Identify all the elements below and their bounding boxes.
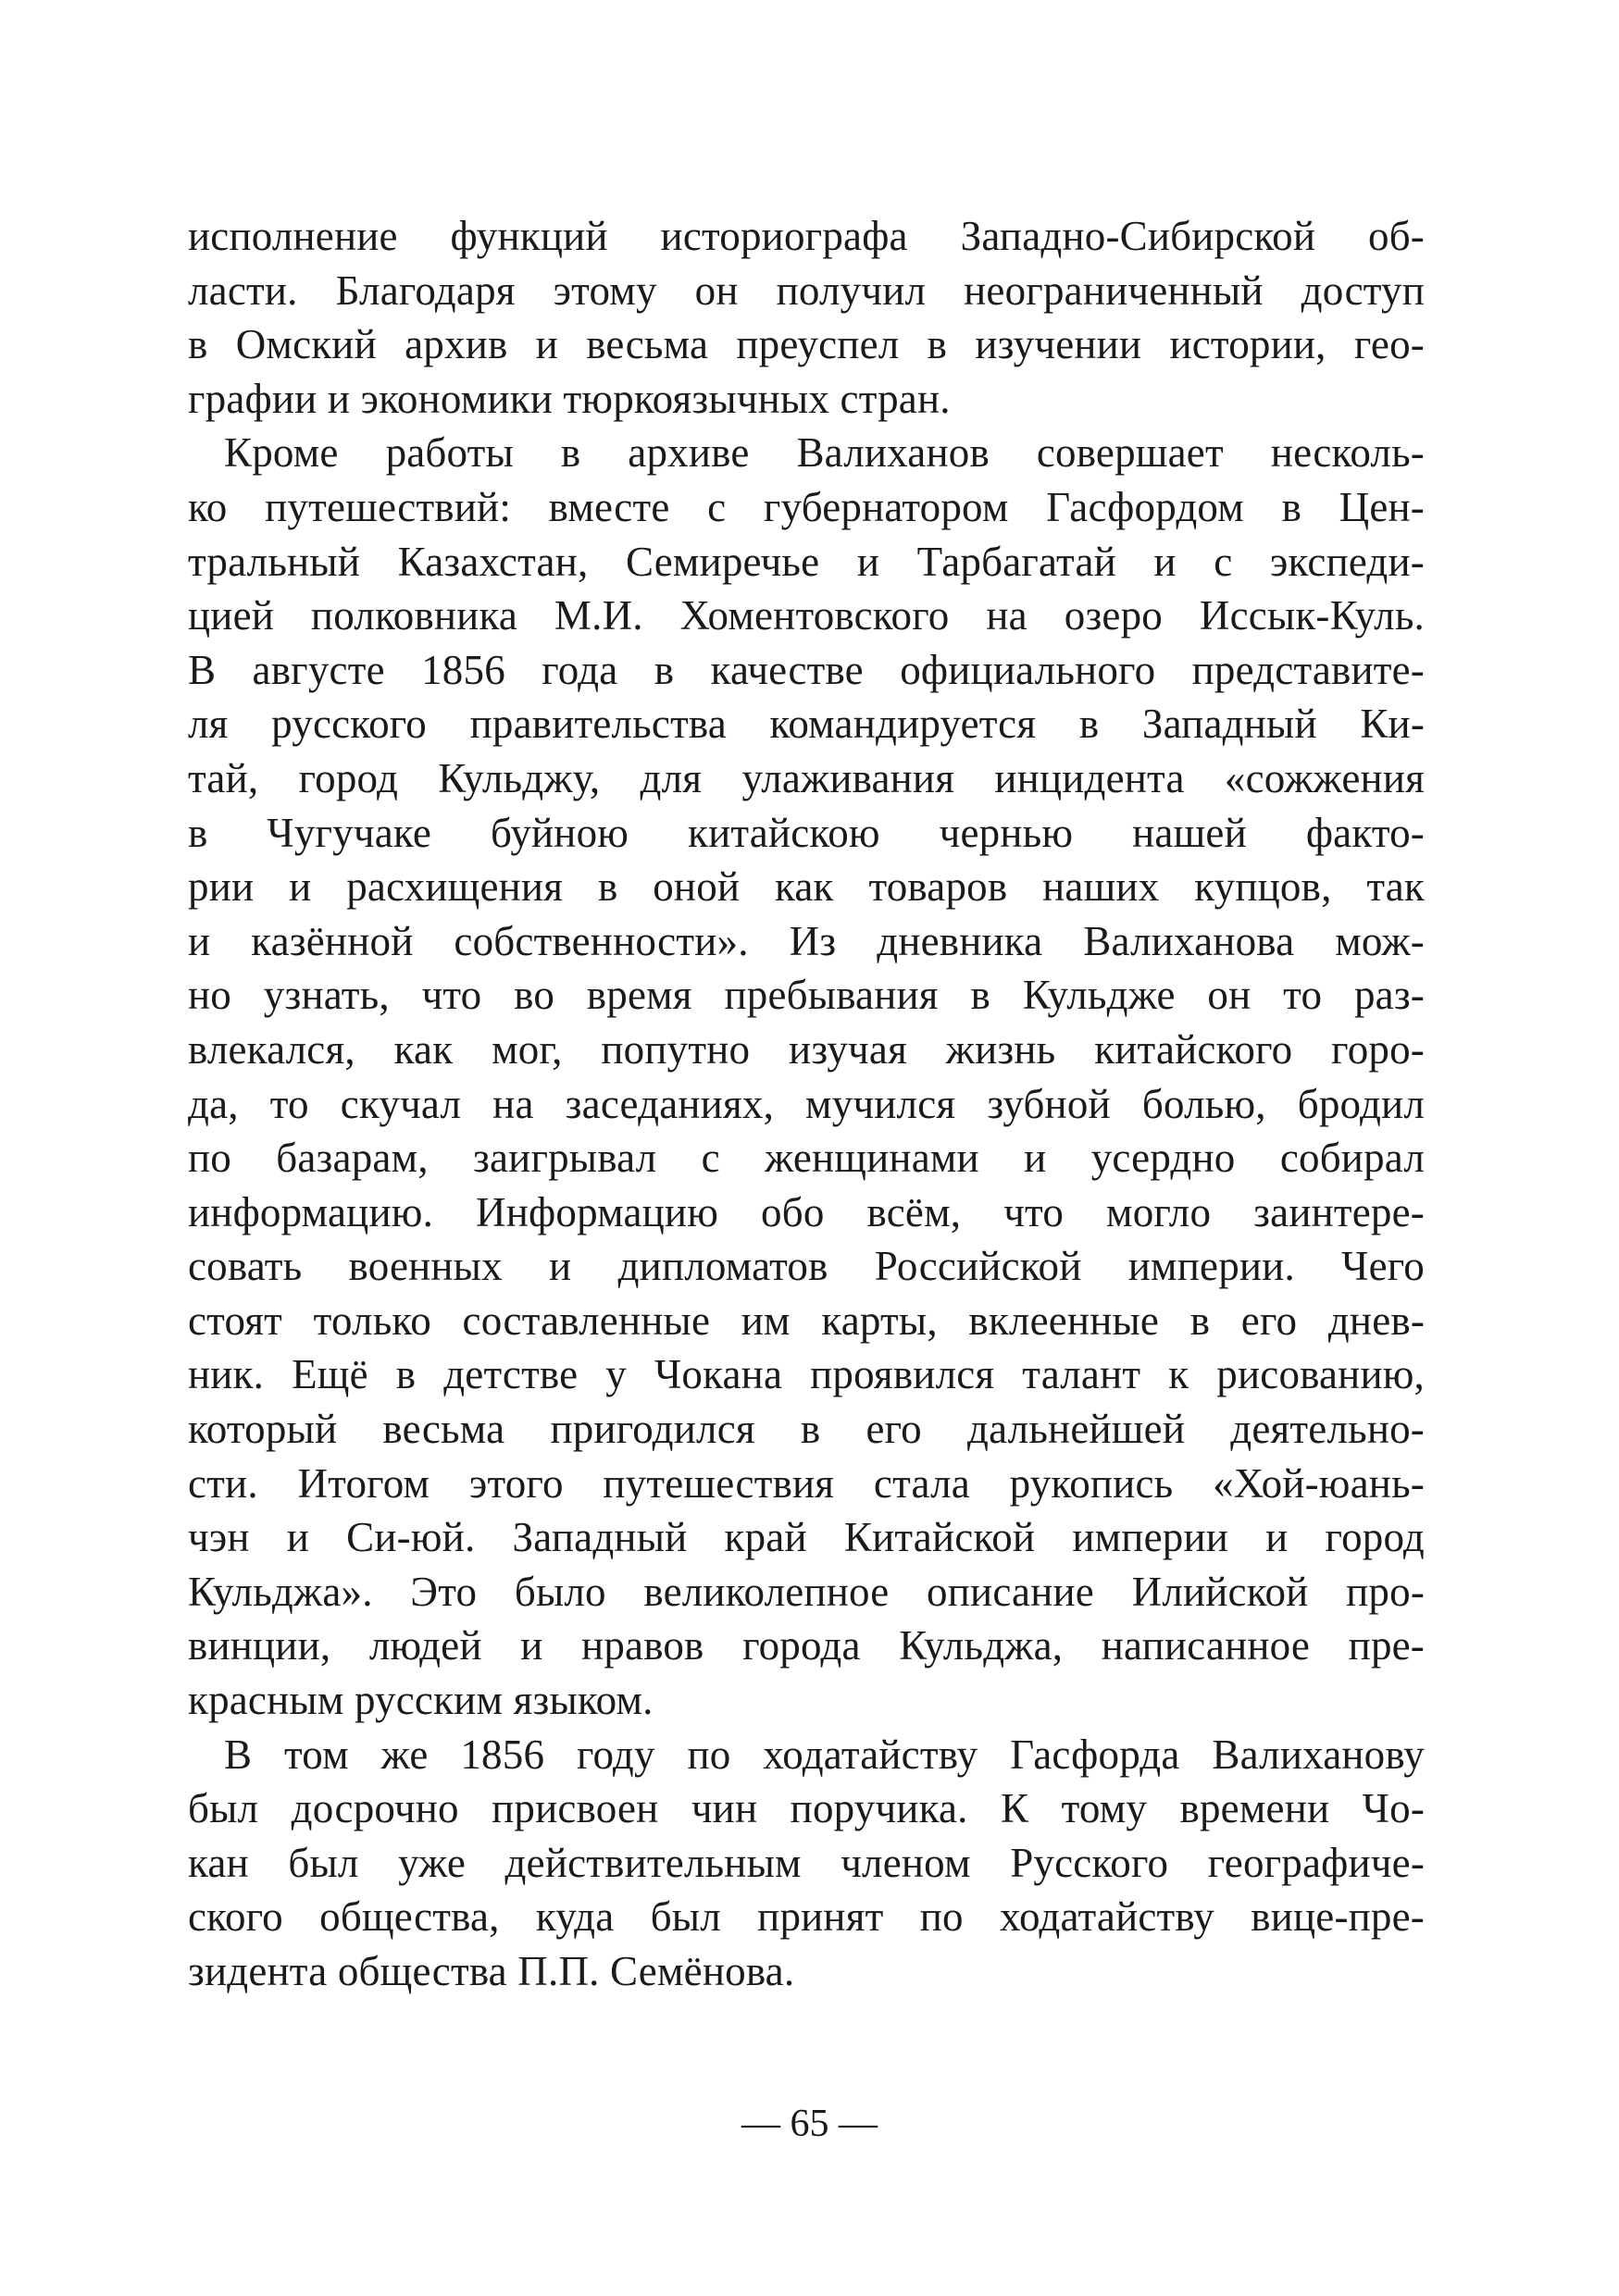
page-body: [188, 209, 1425, 1999]
text-line: и казённой собственности». Из дневника Валиханова мож-: [188, 917, 1425, 964]
text-line: В том же 1856 году по ходатайству Гасфорда Валиханову: [224, 1731, 1425, 1778]
text-line: но узнать, что во время пребывания в Кульдже он то раз-: [188, 972, 1425, 1019]
text-line: ласти. Благодаря этому он получил неограниченный доступ: [188, 267, 1425, 314]
text-line: чэн и Си-юй. Западный край Китайской империи и город: [188, 1514, 1425, 1561]
text-line: ко путешествий: вместе с губернатором Гасфордом в Цен-: [188, 483, 1425, 530]
text-line: был досрочно присвоен чин поручика. К тому времени Чо-: [188, 1785, 1425, 1832]
text-line: информацию. Информацию обо всём, что могло заинтере-: [188, 1188, 1425, 1235]
text-line: по базарам, заигрывал с женщинами и усердно собирал: [188, 1135, 1425, 1182]
text-line: совать военных и дипломатов Российской империи. Чего: [188, 1243, 1425, 1290]
text-line: в Омский архив и весьма преуспел в изучении истории, гео-: [188, 321, 1425, 368]
text-line: влекался, как мог, попутно изучая жизнь китайского горо-: [188, 1025, 1425, 1073]
text-line: графии и экономики тюркоязычных стран.: [188, 375, 951, 422]
paragraph-3: [188, 1728, 1425, 1999]
text-line: тральный Казахстан, Семиречье и Тарбагатай и с экспеди-: [188, 538, 1425, 585]
text-line: красным русским языком.: [188, 1677, 654, 1724]
text-line: сти. Итогом этого путешествия стала рукопись «Хой-юань-: [188, 1459, 1425, 1507]
text-line: да, то скучал на заседаниях, мучился зубной болью, бродил: [188, 1080, 1425, 1127]
text-line: ского общества, куда был принят по ходатайству вице-пре-: [188, 1893, 1425, 1941]
text-line: зидента общества П.П. Семёнова.: [188, 1948, 795, 1994]
text-line: Кульджа». Это было великолепное описание Илийской про-: [188, 1568, 1425, 1615]
page-number: — 65 —: [741, 2103, 878, 2145]
text-line: В августе 1856 года в качестве официального представите-: [188, 646, 1425, 693]
text-line: ля русского правительства командируется в Западный Ки-: [188, 701, 1425, 748]
text-line: в Чугучаке буйною китайскою чернью нашей факто-: [188, 809, 1425, 856]
text-line: исполнение функций историографа Западно-Сибирской об-: [188, 213, 1425, 259]
text-line: рии и расхищения в оной как товаров наших купцов, так: [188, 863, 1425, 911]
text-line: винции, людей и нравов города Кульджа, написанное пре-: [188, 1622, 1425, 1669]
text-line: тай, город Кульджу, для улаживания инцидента «сожжения: [188, 754, 1425, 801]
text-line: ник. Ещё в детстве у Чокана проявился талант к рисованию,: [188, 1351, 1425, 1398]
paragraph-2: [188, 426, 1425, 1727]
text-line: цией полковника М.И. Хоментовского на озеро Иссык-Куль.: [188, 592, 1425, 639]
paragraph-1: [188, 209, 1425, 426]
text-line: кан был уже действительным членом Русского географиче-: [188, 1839, 1425, 1886]
text-line: который весьма пригодился в его дальнейшей деятельно-: [188, 1406, 1425, 1453]
text-line: стоят только составленные им карты, вклеенные в его днев-: [188, 1297, 1425, 1344]
text-line: Кроме работы в архиве Валиханов совершает несколь-: [224, 429, 1425, 477]
